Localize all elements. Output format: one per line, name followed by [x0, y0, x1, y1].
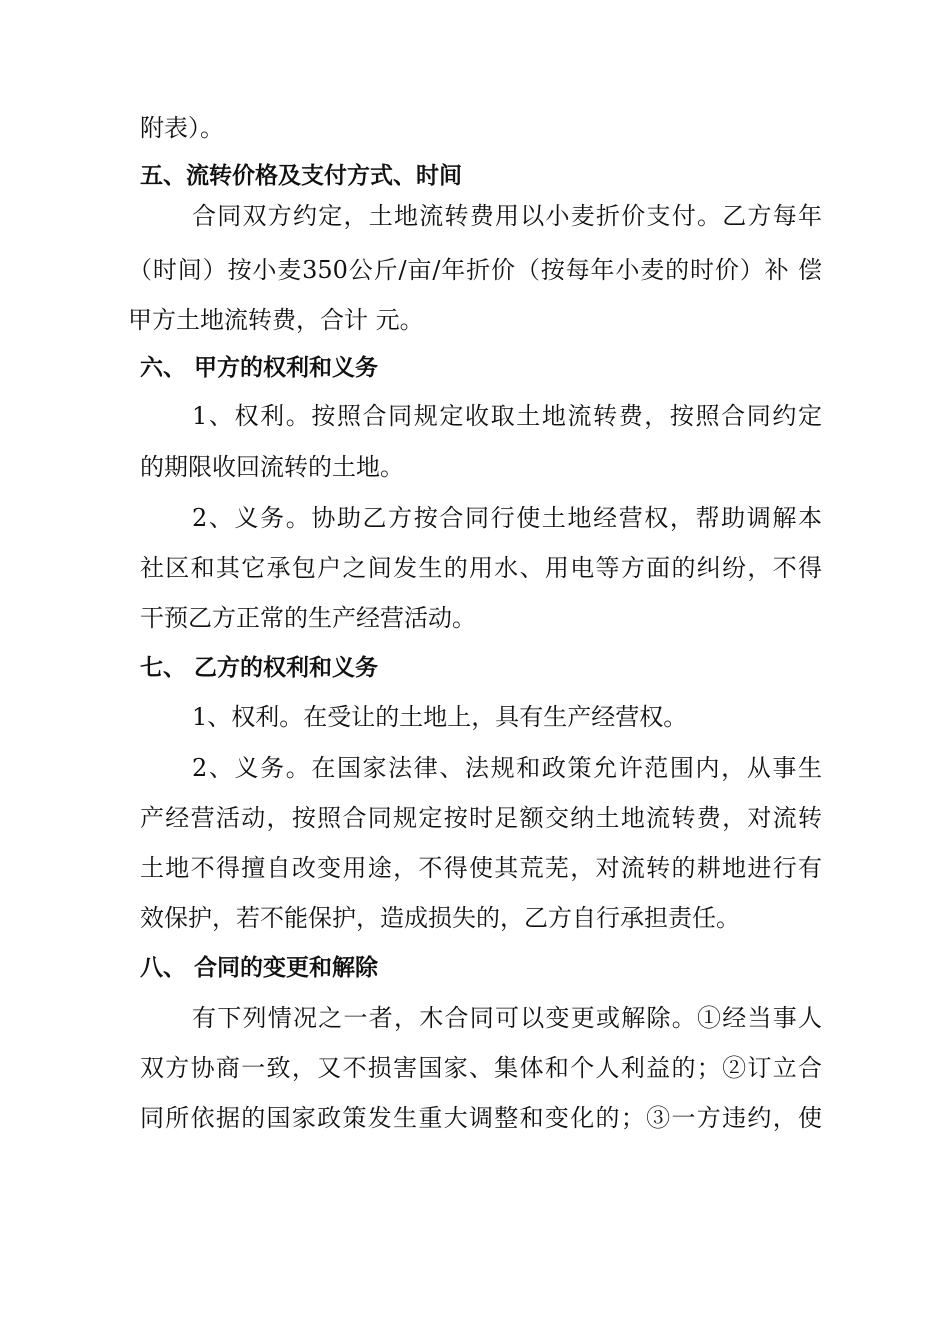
text-line: 效保护，若不能保护，造成损失的，乙方自行承担责任。 — [140, 904, 740, 932]
text-line: 土地不得擅自改变用途，不得使其荒芜，对流转的耕地进行有 — [140, 854, 822, 882]
text-line: 甲方土地流转费，合计 元。 — [128, 306, 424, 334]
text-line: 同所依据的国家政策发生重大调整和变化的；③一方违约，使 — [140, 1104, 822, 1132]
text-line: 社区和其它承包户之间发生的用水、用电等方面的纠纷，不得 — [140, 554, 822, 582]
text-line: 1、权利。按照合同规定收取土地流转费，按照合同约定 — [192, 402, 822, 430]
text-line: 2、义务。协助乙方按合同行使土地经营权，帮助调解本 — [192, 504, 822, 532]
text-line: 产经营活动，按照合同规定按时足额交纳土地流转费，对流转 — [140, 804, 822, 832]
text-line: 附表）。 — [140, 114, 224, 142]
section-heading: 八、 合同的变更和解除 — [140, 955, 379, 981]
text-line: 合同双方约定，土地流转费用以小麦折价支付。乙方每年 — [192, 202, 822, 230]
text-line: 的期限收回流转的土地。 — [140, 453, 404, 481]
section-heading: 五、流转价格及支付方式、时间 — [140, 163, 462, 189]
section-heading: 七、 乙方的权利和义务 — [140, 655, 379, 681]
section-heading: 六、 甲方的权利和义务 — [140, 355, 379, 381]
text-line: （时间）按小麦350公斤/亩/年折价（按每年小麦的时价）补 偿 — [128, 256, 822, 284]
text-line: 干预乙方正常的生产经营活动。 — [140, 604, 476, 632]
text-line: 2、义务。在国家法律、法规和政策允许范围内，从事生 — [192, 754, 822, 782]
text-line: 有下列情况之一者，木合同可以变更或解除。①经当事人 — [192, 1004, 822, 1032]
text-line: 双方协商一致，又不损害国家、集体和个人利益的；②订立合 — [140, 1054, 822, 1082]
text-line: 1、权利。在受让的土地上，具有生产经营权。 — [192, 703, 688, 731]
